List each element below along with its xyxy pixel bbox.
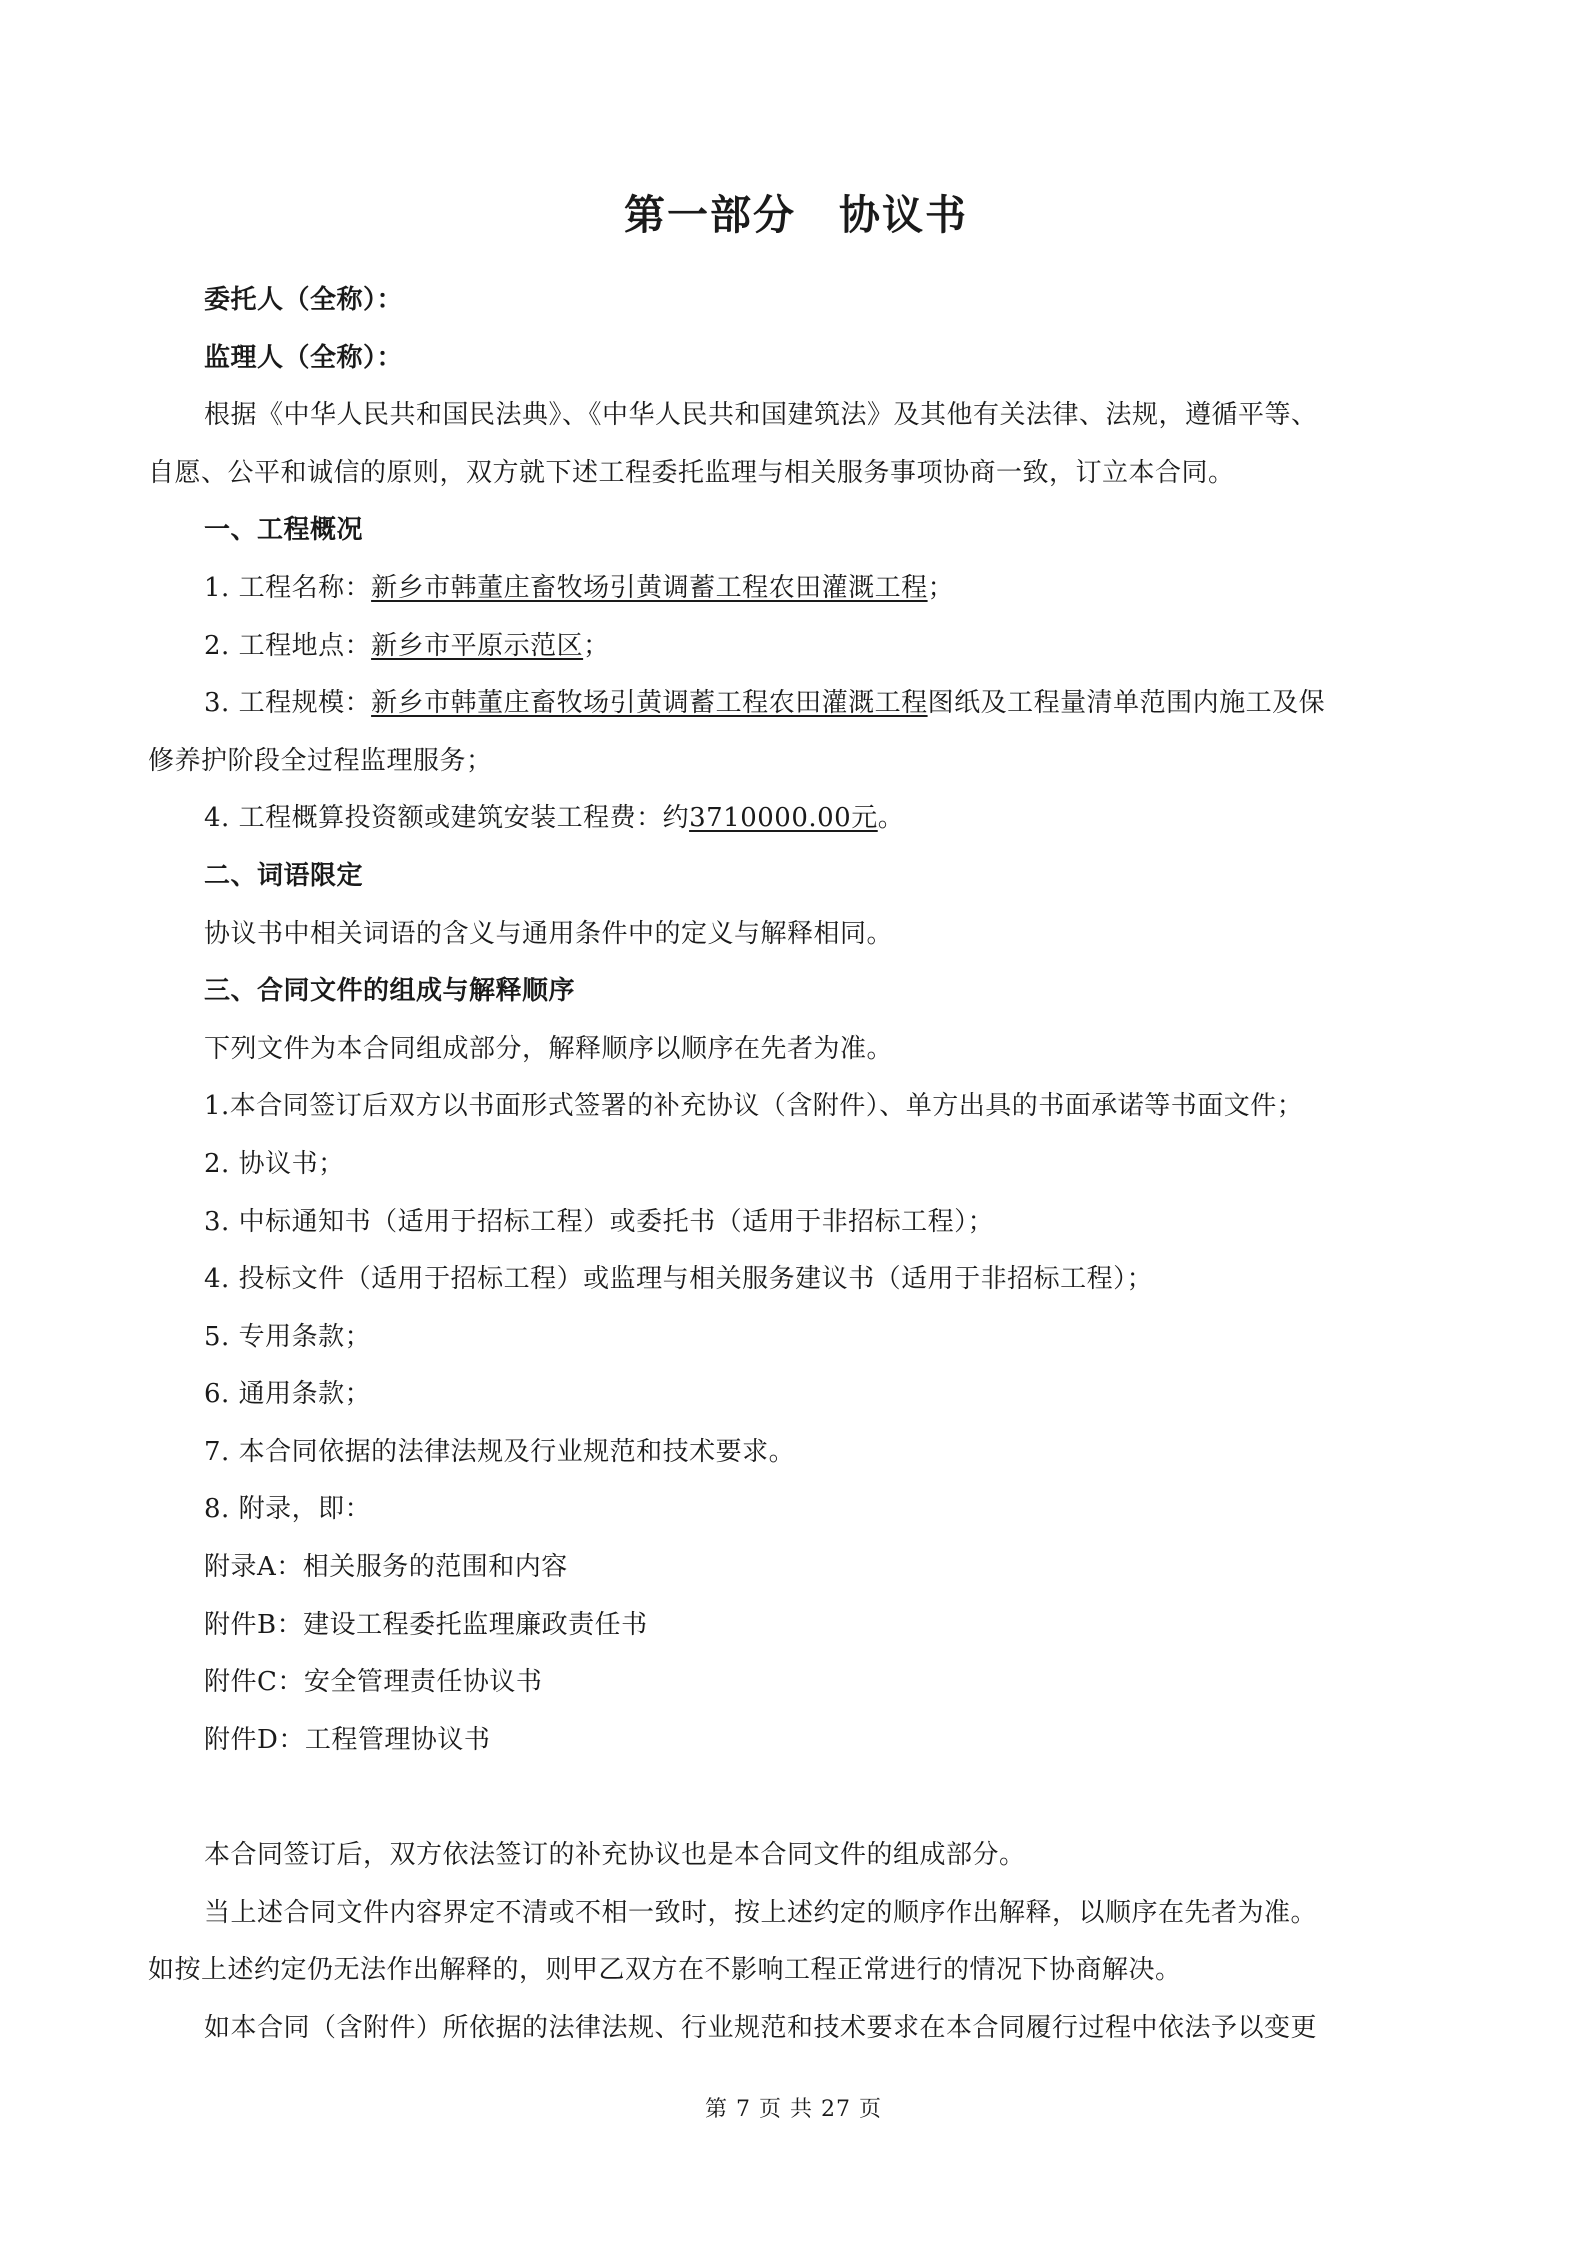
project-scale-value: 新乡市韩董庄畜牧场引黄调蓄工程农田灌溉工程 (371, 688, 928, 719)
project-scale-label: 3. 工程规模： (204, 688, 372, 719)
page-title: 第一部分 协议书 (624, 191, 968, 239)
document-item: 7. 本合同依据的法律法规及行业规范和技术要求。 (204, 1436, 796, 1467)
document-item: 3. 中标通知书（适用于招标工程）或委托书（适用于非招标工程）； (204, 1206, 995, 1237)
project-location-value: 新乡市平原示范区 (371, 630, 584, 661)
closing-paragraph-2: 当上述合同文件内容界定不清或不相一致时，按上述约定的顺序作出解释，以顺序在先者为准。 (204, 1897, 1318, 1928)
intro-line-2: 自愿、公平和诚信的原则，双方就下述工程委托监理与相关服务事项协商一致，订立本合同。 (148, 457, 1235, 488)
project-cost-value: 3710000.00元 (689, 803, 878, 834)
project-location-line (148, 618, 1444, 676)
section-heading-terms: 二、词语限定 (204, 860, 364, 891)
terms-text: 协议书中相关词语的含义与通用条件中的定义与解释相同。 (204, 918, 894, 949)
section-heading-overview: 一、工程概况 (204, 515, 364, 546)
document-item: 5. 专用条款； (204, 1321, 372, 1352)
project-location-suffix: ； (583, 630, 610, 661)
document-item: 4. 投标文件（适用于招标工程）或监理与相关服务建议书（适用于非招标工程）； (204, 1264, 1154, 1295)
appendix-item: 附录A：相关服务的范围和内容 (204, 1552, 568, 1583)
project-location-label: 2. 工程地点： (204, 630, 372, 661)
blank-line (148, 1769, 1444, 1827)
document-item: 6. 通用条款； (204, 1379, 372, 1410)
document-body (148, 190, 1444, 2057)
document-item: 1.本合同签订后双方以书面形式签署的补充协议（含附件）、单方出具的书面承诺等书面文件； (204, 1091, 1304, 1122)
appendix-item: 附件C：安全管理责任协议书 (204, 1667, 543, 1698)
section-heading-documents: 三、合同文件的组成与解释顺序 (204, 976, 576, 1007)
intro-line-1: 根据《中华人民共和国民法典》、《中华人民共和国建筑法》及其他有关法律、法规，遵循平等、 (204, 400, 1318, 431)
project-name-value: 新乡市韩董庄畜牧场引黄调蓄工程农田灌溉工程 (371, 572, 928, 603)
closing-paragraph-1: 本合同签订后，双方依法签订的补充协议也是本合同文件的组成部分。 (204, 1840, 1026, 1871)
project-cost-suffix: 。 (877, 803, 905, 834)
entrust-label: 委托人（全称）： (204, 285, 404, 315)
project-name-line (148, 560, 1444, 618)
project-name-suffix: ； (927, 572, 955, 603)
document-item: 2. 协议书； (204, 1148, 345, 1179)
project-scale-continuation: 修养护阶段全过程监理服务； (148, 745, 493, 776)
page-number-footer: 第 7 页 共 27 页 (705, 2097, 882, 2122)
closing-paragraph-2-continuation: 如按上述约定仍无法作出解释的，则甲乙双方在不影响工程正常进行的情况下协商解决。 (148, 1955, 1182, 1986)
project-name-label: 1. 工程名称： (204, 572, 372, 603)
closing-paragraph-3: 如本合同（含附件）所依据的法律法规、行业规范和技术要求在本合同履行过程中依法予以变更 (204, 2012, 1318, 2043)
project-scale-suffix: 图纸及工程量清单范围内施工及保 (927, 688, 1326, 719)
appendix-item: 附件D：工程管理协议书 (204, 1724, 491, 1755)
supervisor-label: 监理人（全称）： (204, 342, 404, 373)
project-scale-line (148, 675, 1444, 733)
project-cost-label: 4. 工程概算投资额或建筑安装工程费：约 (204, 803, 690, 834)
document-item: 8. 附录，即： (204, 1494, 372, 1525)
project-cost-line (148, 790, 1444, 848)
appendix-item: 附件B：建设工程委托监理廉政责任书 (204, 1609, 648, 1640)
documents-intro: 下列文件为本合同组成部分，解释顺序以顺序在先者为准。 (204, 1033, 894, 1064)
